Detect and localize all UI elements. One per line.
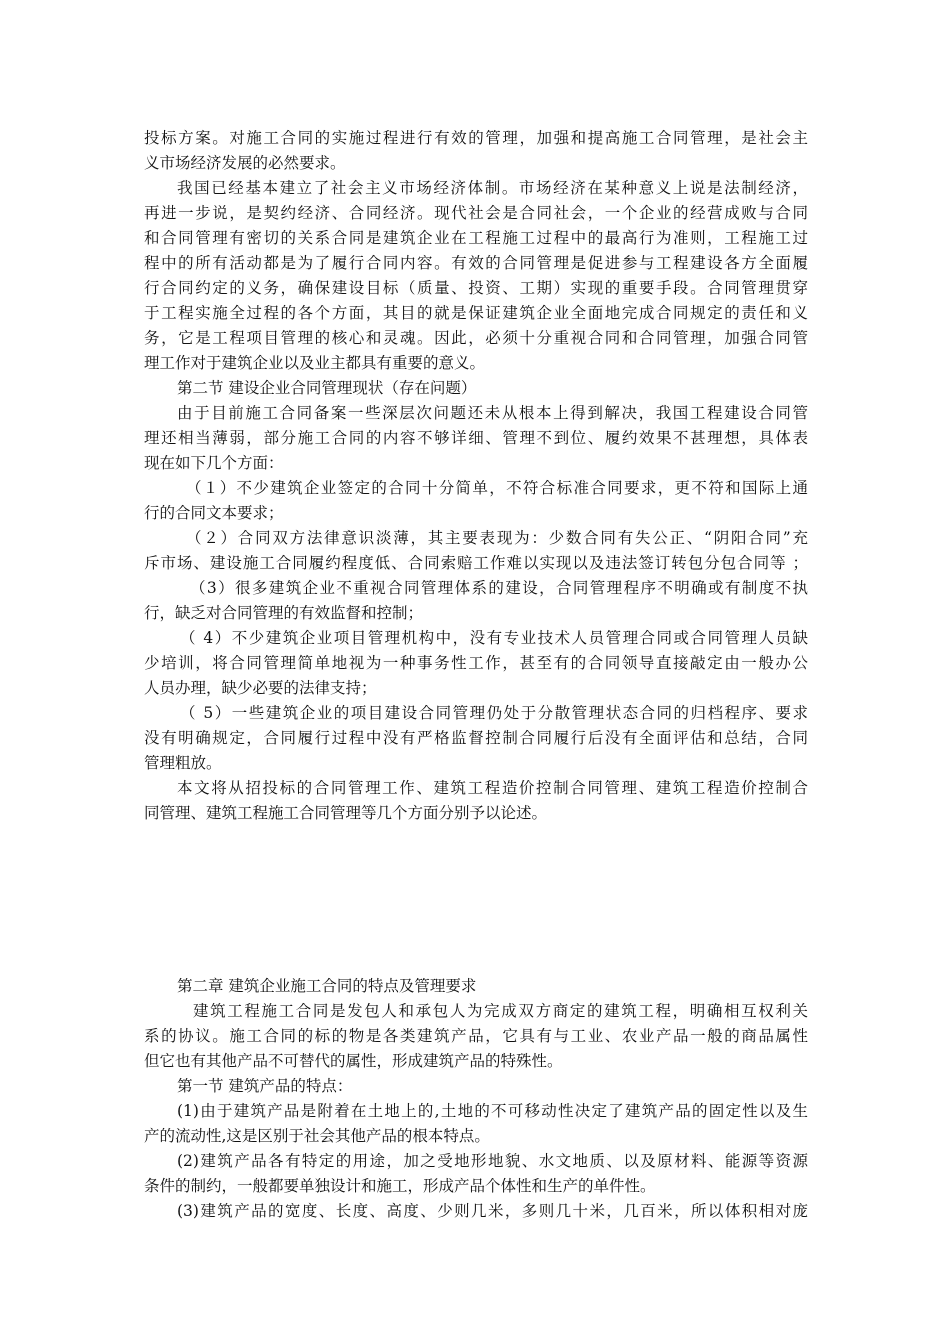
paragraph-first-line: 由于目前施工合同备案一些深层次问题还未从根本上得到解决，我国工程建设合同管 — [177, 404, 808, 422]
list-item-first-line: (3)建筑产品的宽度、长度、高度、少则几米，多则几十米，几百米，所以体积相对庞 — [177, 1202, 808, 1220]
text-line: 行的合同文本要求； — [144, 504, 284, 522]
text-line: 现在如下几个方面： — [144, 454, 284, 472]
text-line: 投标方案。对施工合同的实施过程进行有效的管理，加强和提高施工合同管理，是社会主 — [144, 129, 808, 147]
list-item-first-line: （3）很多建筑企业不重视合同管理体系的建设，合同管理程序不明确或有制度不执 — [190, 579, 808, 597]
text-line: 条件的制约，一般都要单独设计和施工，形成产品个体性和生产的单件性。 — [144, 1177, 656, 1195]
text-line: 再进一步说，是契约经济、合同经济。现代社会是合同社会，一个企业的经营成败与合同 — [144, 204, 808, 222]
text-line: 人员办理，缺少必要的法律支持； — [144, 679, 377, 697]
text-line: 系的协议。施工合同的标的物是各类建筑产品，它具有与工业、农业产品一般的商品属性 — [144, 1027, 808, 1045]
text-line: 行，缺乏对合同管理的有效监督和控制； — [144, 604, 424, 622]
chapter-heading: 第二章 建筑企业施工合同的特点及管理要求 — [177, 977, 477, 995]
text-line: 但它也有其他产品不可替代的属性，形成建筑产品的特殊性。 — [144, 1052, 563, 1070]
text-line: 行合同约定的义务，确保建设目标（质量、投资、工期）实现的重要手段。合同管理贯穿 — [144, 279, 808, 297]
list-item-first-line: (2)建筑产品各有特定的用途，加之受地形地貌、水文地质、以及原材料、能源等资源 — [177, 1152, 808, 1170]
text-line: 斥市场、建设施工合同履约程度低、合同索赔工作难以实现以及违法签订转包分包合同等 ； — [144, 554, 808, 572]
list-item-first-line: (1)由于建筑产品是附着在土地上的,土地的不可移动性决定了建筑产品的固定性以及生 — [177, 1102, 808, 1120]
paragraph-first-line: 本文将从招投标的合同管理工作、建筑工程造价控制合同管理、建筑工程造价控制合 — [177, 779, 808, 797]
text-line: 理还相当薄弱，部分施工合同的内容不够详细、管理不到位、履约效果不甚理想，具体表 — [144, 429, 808, 447]
section-heading: 第一节 建筑产品的特点： — [177, 1077, 353, 1095]
text-line: 于工程实施全过程的各个方面，其目的就是保证建筑企业全面地完成合同规定的责任和义 — [144, 304, 808, 322]
text-line: 没有明确规定，合同履行过程中没有严格监督控制合同履行后没有全面评估和总结，合同 — [144, 729, 808, 747]
text-line: 理工作对于建筑企业以及业主都具有重要的意义。 — [144, 354, 486, 372]
text-line: 义市场经济发展的必然要求。 — [144, 154, 346, 172]
list-item-first-line: （２）合同双方法律意识淡薄，其主要表现为：少数合同有失公正、“阴阳合同”充 — [186, 529, 808, 547]
paragraph-first-line: 建筑工程施工合同是发包人和承包人为完成双方商定的建筑工程，明确相互权利关 — [193, 1002, 808, 1020]
text-line: 少培训，将合同管理简单地视为一种事务性工作，甚至有的合同领导直接敲定由一般办公 — [144, 654, 808, 672]
text-line: 管理粗放。 — [144, 754, 222, 772]
text-line: 务，它是工程项目管理的核心和灵魂。因此，必须十分重视合同和合同管理，加强合同管 — [144, 329, 808, 347]
section-heading: 第二节 建设企业合同管理现状（存在问题） — [177, 379, 477, 397]
paragraph-first-line: 我国已经基本建立了社会主义市场经济体制。市场经济在某种意义上说是法制经济， — [177, 179, 808, 197]
list-item-first-line: （ 4）不少建筑企业项目管理机构中，没有专业技术人员管理合同或合同管理人员缺 — [180, 629, 808, 647]
list-item-first-line: （ 5）一些建筑企业的项目建设合同管理仍处于分散管理状态合同的归档程序、要求 — [180, 704, 808, 722]
text-line: 同管理、建筑工程施工合同管理等几个方面分别予以论述。 — [144, 804, 548, 822]
text-line: 产的流动性,这是区别于社会其他产品的根本特点。 — [144, 1127, 490, 1145]
text-line: 程中的所有活动都是为了履行合同内容。有效的合同管理是促进参与工程建设各方全面履 — [144, 254, 808, 272]
list-item-first-line: （１）不少建筑企业签定的合同十分简单，不符合标准合同要求，更不符和国际上通 — [186, 479, 808, 497]
text-line: 和合同管理有密切的关系合同是建筑企业在工程施工过程中的最高行为准则，工程施工过 — [144, 229, 808, 247]
